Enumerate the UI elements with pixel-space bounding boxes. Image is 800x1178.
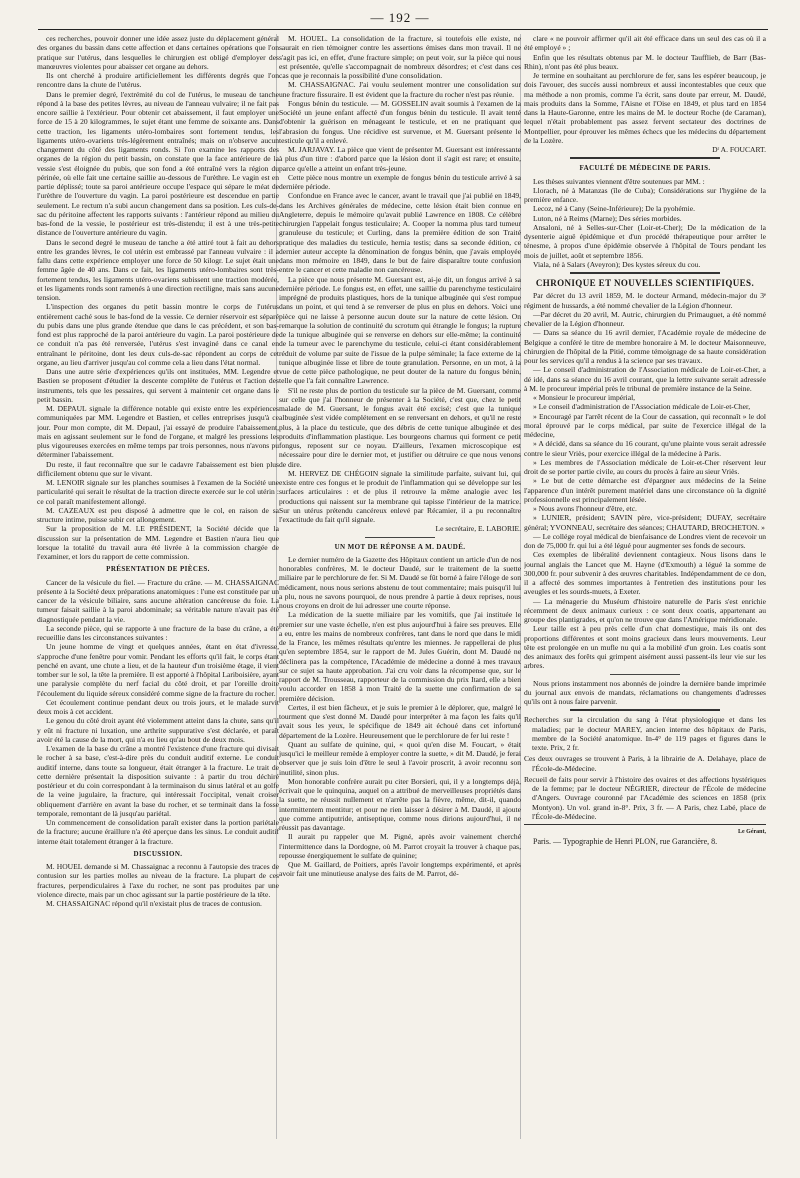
paragraph: » Le conseil d'administration de l'Association médicale de Loir-et-Cher,	[533, 402, 751, 412]
paragraph: S'il ne reste plus de portion du testicule sur la pièce de M. Guersant, comme sur celle que j'ai l'honneur de présenter à la Société, c'est que, chez le petit malade de M. Guersant, le fongus avait été excisé; c'est que la tunique albuginée s'est vidée complétement en se renversant en dehors, et qu'il ne reste plus, à la place du testicule, que des débris de cette tunique albuginée et des produits d'inflammation plastique. Les bourgeons charnus qui forment ce petit fongus, reposent sur ce noyau. D'ailleurs, l'examen microscopique est nécessaire pour dire le dernier mot, et justifier ou détruire ce que nous venons de dire.	[279, 385, 521, 469]
paragraph: » Encouragé par l'arrêt récent de la Cour de cassation, qui reconnaît » le dol moral éprouvé par le corps médical, par suite de l'exercice illégal de la médecine,	[524, 411, 766, 439]
signature: Le secrétaire, E. LABORIE.	[435, 524, 521, 534]
article-body	[524, 291, 766, 670]
paragraph: Un jeune homme de vingt et quelques années, étant en état d'ivresse, s'approche d'une fenêtre pour vomir. Pendant les efforts qu'il fait, le corps étant penché en avant, une chute a lieu, et de la hauteur d'un troisième étage, il vient tomber sur le sol, la tête la première. Il est apporté à l'hôpital Lariboisière, ayant une paralysie complète du nerf facial du côté droit, et par l'oreille droite l'écoulement du liquide séreux considéré comme signe de la fracture du rocher.	[37, 642, 279, 698]
column-middle	[279, 34, 521, 1139]
paragraph: Cette pièce nous montre un exemple de fongus bénin du testicule arrivé à sa dernière période.	[279, 172, 521, 191]
paragraph: Lecoz, né à Cany (Seine-Inférieure); De la pyohémie.	[533, 204, 695, 214]
imprint-label: Le Gérant,	[738, 829, 766, 835]
paragraph: Ils ont cherché à produire artificiellement les différents degrés que l'on rencontre dans la chute de l'utérus.	[37, 71, 279, 90]
paragraph: Que M. Gaillard, de Poitiers, après l'avoir longtemps expérimenté, et après avoir fait une minutieuse analyse des faits de M. Parrot, dé-	[279, 860, 521, 879]
paragraph: M. HOUEL demande si M. Chassaignac a reconnu à l'autopsie des traces de contusion sur les parties molles au niveau de la fracture. La plupart de ces fractures, perpendiculaires à l'axe du rocher, ne sont pas produites par une violence directe, mais par un choc agissant sur la partie postérieure de la tête.	[37, 862, 279, 899]
paragraph: ces recherches, pouvoir donner une idée assez juste du déplacement général des organes du bassin dans cette affection et dans certaines opérations que l'on pratique sur l'utérus, dans lesquelles le chirurgien est obligé d'employer des manœuvres violentes pour abaisser cet organe au dehors.	[37, 34, 279, 71]
paragraph: Ces exemples de libéralité deviennent contagieux. Nous lisons dans le journal anglais the Lancet que M. Hayne (d'Exmouth) a légué la somme de 300,000 fr. pour subvenir à des œuvres charitables. Indépendamment de ce don, il a affecté des sommes importantes à l'entretien des institutions pour les aveugles et les sourds-muets, à Exeter.	[524, 550, 766, 597]
section-heading-faculte: FACULTÉ DE MÉDECINE DE PARIS.	[579, 164, 711, 173]
paragraph: M. CHASSAIGNAC répond qu'il n'existait plus de traces de contusion.	[46, 899, 262, 908]
paragraph: » Les membres de l'Association médicale de Loir-et-Cher réservent leur droit de se porter partie civile, au cours du procès à faire au sieur Vriès.	[524, 457, 766, 476]
paragraph: Dans une autre série d'expériences qu'ils ont instituées, MM. Legendre et Bastien se proposent d'étudier la descente complète de l'utérus et l'action des instruments, tels que les pessaires, qui servent à maintenir cet organe dans le petit bassin.	[37, 367, 279, 404]
paragraph: Quant au sulfate de quinine, qui, « quoi qu'en dise M. Foucart, » était jusqu'ici le meilleur remède à employer contre la suette, » dit M. Daudé, je ferai observer que je suis loin d'être le seul à l'avoir proscrit, à avoir reconnu son inutilité, sinon plus.	[279, 739, 521, 777]
paragraph: » LUNIER, président; SAVIN père, vice-président; DUFAY, secrétaire général; YVONNEAU, secrétaire des séances; CHAUTARD, BROCHETON. »	[524, 513, 766, 532]
paragraph: Sur la proposition de M. LE PRÉSIDENT, la Société décide que la discussion sur la présentation de MM. Legendre et Bastien n'aura lieu que lorsque la totalité du travail aura été livrée à la commission chargée de l'examiner, et lors du rapport de cette commission.	[37, 524, 279, 561]
paragraph: Viala, né à Salars (Aveyron); Des kystes séreux du cou.	[533, 259, 701, 269]
paragraph: Il aurait pu rappeler que M. Pigné, après avoir vainement cherché l'intermittence dans la Dordogne, où M. Parrot croyait la trouver à chaque pas, repousse énergiquement le sulfate de quinine;	[279, 832, 521, 860]
paragraph: Luton, né à Reims (Marne); Des séries morbides.	[533, 213, 682, 223]
paragraph: clare « ne pouvoir affirmer qu'il ait été efficace dans un seul des cas où il a été employé » ;	[524, 34, 766, 53]
paragraph: M. CAZEAUX est peu disposé à admettre que le col, en raison de sa structure intime, puisse subir cet allongement.	[37, 505, 279, 524]
paragraph: Cancer de la vésicule du fiel. — Fracture du crâne. — M. CHASSAIGNAC présente à la Société deux préparations anatomiques : l'une est constituée par un cancer de la vésicule biliaire, sans aucune altération cancéreuse du foie. La tumeur faisait saillie à la paroi abdominale; sa véritable nature n'avait pas été diagnostiquée pendant la vie.	[37, 577, 279, 624]
paragraph: » Le but de cette démarche est d'épargner aux médecins de la Seine l'apparence d'un intérêt purement matériel dans une circonstance où la dignité professionnelle est principalement lésée.	[524, 476, 766, 504]
paragraph: Ansaloni, né à Selles-sur-Cher (Loir-et-Cher); De la médication de la dysenterie aiguë épidémique et d'un procédé thérapeutique pour arrêter le ténesme, à propos d'une épidémie observée à l'hôpital de Tours pendant les mois de juillet, août et septembre 1856.	[524, 222, 766, 260]
paragraph: M. HOUEL. La consolidation de la fracture, si toutefois elle existe, ne saurait en rien témoigner contre les assertions émises dans mon travail. Il ne s'agit pas ici, en effet, d'une fracture simple; on peut voir, sur la pièce qui nous est présentée, qu'elle s'accompagnait de nombreux désordres; et c'est dans ces cas que je reconnais la possibilité d'une consolidation.	[279, 34, 521, 80]
paragraph: Mon honorable confrère aurait pu citer Borsieri, qui, il y a longtemps déjà, écrivait que le quinquina, auquel on a attribué de merveilleuses propriétés dans la suette, ne réussit nullement et n'arrête pas la fièvre, même, dit-il, quando intermittentem mentitur; et pour ne rien laisser à désirer à M. Daudé, il ajoute que comme antiputride, antiseptique, comme nous dirions aujourd'hui, il ne réussit pas davantage.	[279, 776, 521, 832]
paragraph: Certes, il est bien fâcheux, et je suis le premier à le déplorer, que, malgré le tourment que s'est donné M. Daudé pour interpréter à ma façon les faits qu'il avait sous les yeux, le spécifique de 1849 ait échoué dans cet infortuné département de la Lozère. Heureusement que le perchlorure de fer lui reste !	[279, 702, 521, 740]
article-body	[37, 578, 279, 846]
paragraph: — Le conseil d'administration de l'Association médicale de Loir-et-Cher, a dé idé, dans sa séance du 16 avril courant, que la lettre suivante serait adressée à M. le procureur impérial près le tribunal de première instance de la Seine.	[524, 365, 766, 393]
paragraph: —Par décret du 20 avril, M. Autric, chirurgien du Primauguet, a été nommé chevalier de la Légion d'honneur.	[524, 309, 766, 328]
paragraph: Cet écoulement continue pendant deux ou trois jours, et le malade survit deux mois à cet accident.	[37, 697, 279, 716]
article-body	[524, 34, 766, 145]
ornament-divider	[570, 709, 720, 712]
paragraph: Dans le second degré le museau de tanche a été attiré tout à fait au dehors entre les grandes lèvres, le col utérin est embrassé par l'anneau vulvaire : il a fallu dans cette expérience employer une force de 50 kilogr. Le sujet était une femme âgée de 40 ans. Dans ce fait, les ligaments utéro-lombaires sont très-fortement tendus, les ligaments utéro-ovariens subissent une traction modérée, et les ligaments ronds sont ramenés à une direction rectiligne, mais sans aucune tension.	[37, 237, 279, 302]
article-body	[279, 555, 521, 879]
paragraph: La pièce que nous présente M. Guersant est, ai-je dit, un fongus arrivé à sa dernière période. Le fongus est, en effet, une saillie du parenchyme testiculaire imprégné de produits plastiques, hors de la tunique albuginée qui s'est rompue dans un point, et qui tend à se renverser de plus en plus en dehors. Voici une pièce qui ne laisse à personne aucun doute sur la nature de cette lésion. On remarque la solution de continuité du scrotum qui étrangle le fongus; la rupture de la tunique albuginée qui se renverse en dehors sur elle-même; la continuité de la tumeur avec le parenchyme du testicule, celui-ci étant considérablement réduit de volume par suite de l'issue de la pulpe séminale; la face externe de la tunique albuginée lisse et libre de toute granulation. Personne, en un mot, à la vue de cette pièce pathologique, ne peut douter de la nature du fongus bénin, telle que l'a fait connaître Lawrence.	[279, 274, 521, 386]
notice-body	[524, 679, 766, 707]
column-right	[524, 34, 766, 1139]
paragraph: Leur taille est à peu près celle d'un chat domestique, mais ils ont des proportions différentes et sont moins gracieux dans leurs mouvements. Leur tête est prolongée en un mufle nu qui a la mobilité d'un groin. Les coatis sont des animaux des forêts qui grimpent aisément aussi passent-ils leur vie sur les arbres.	[524, 624, 766, 671]
article-body	[524, 177, 766, 270]
ornament-divider	[570, 157, 720, 160]
paragraph: Un commencement de consolidation paraît exister dans la portion pariétale de la fracture; aucune éraillure n'a été aperçue dans les sinus. Le conduit auditif interne était totalement étranger à la fracture.	[37, 818, 279, 846]
section-heading-discussion: DISCUSSION.	[133, 849, 183, 858]
paragraph: M. JARJAVAY. La pièce que vient de présenter M. Guersant est intéressante à plus d'un titre : d'abord parce que la lésion dont il s'agit est rare; et ensuite, parce qu'elle a atteint un enfant très-jeune.	[279, 145, 521, 173]
paragraph: » A décidé, dans sa séance du 16 courant, qu'une plainte vous serait adressée contre le sieur Vriès, pour exercice illégal de la médecine à Paris.	[524, 439, 766, 458]
page-number: — 192 —	[370, 10, 430, 25]
ornament-divider	[365, 537, 435, 539]
paragraph: Recherches sur la circulation du sang à l'état physiologique et dans les maladies; par le docteur MAREY, ancien interne des hôpitaux de Paris, membre de la Société anatomique. In-4° de 119 pages et figures dans le texte. Prix, 2 fr.	[524, 715, 766, 752]
paragraph: — La ménagerie du Muséum d'histoire naturelle de Paris s'est enrichie récemment de deux animaux curieux : ce sont deux coatis, appartenant au groupe des plantigrades, et qu'on ne trouve que dans l'Amérique méridionale.	[524, 596, 766, 624]
paragraph: Les thèses suivantes viennent d'être soutenues par MM. :	[533, 176, 705, 186]
paragraph: Par décret du 13 avril 1859, M. le docteur Armand, médecin-major du 3ᵉ régiment de hussards, a été nommé chevalier de la Légion d'honneur.	[524, 291, 766, 310]
paragraph: L'examen de la base du crâne a montré l'existence d'une fracture qui divisait le rocher à sa base, c'est-à-dire près du conduit auditif externe. Le conduit auditif interne, dans toute sa longueur, était étranger à la fracture. Le trait de cette dernière présentait la disposition suivante : à partir du trou déchiré postérieur et du coin correspondant à la terminaison du sinus latéral et au golfe de la veine jugulaire, la fracture, qui intéressait l'occipital, venait croiser obliquement d'arrière en avant la base du rocher, et se terminait dans la fosse temporale, remontant de là jusqu'au pariétal.	[37, 744, 279, 818]
paragraph: Du reste, il faut reconnaître que sur le cadavre l'abaissement est bien plus difficilement obtenu que sur le vivant.	[37, 459, 279, 478]
paragraph: — Le collége royal médical de bienfaisance de Londres vient de recevoir un don de 75,000 fr. qui lui a été légué pour augmenter ses fonds de secours.	[524, 531, 766, 550]
paragraph: M. LENOIR signale sur les planches soumises à l'examen de la Société une particularité qui serait le résultat de la traction directe exercée sur le col utérin : ce col paraît manifestement allongé.	[37, 478, 279, 506]
paragraph: Fongus bénin du testicule. — M. GOSSELIN avait soumis à l'examen de la Société un jeune enfant affecté d'un fongus bénin du testicule. Il avait tenté d'obtenir la guérison en ménageant le testicule, et en ne pratiquant que l'abrasion du fongus. Une récidive est survenue, et M. Guersant présente le testicule qu'il a enlevé.	[279, 98, 521, 145]
paragraph: — Dans sa séance du 16 avril dernier, l'Académie royale de médecine de Belgique a conféré le titre de membre honoraire à M. le docteur Maisonneuve, chirurgien de l'hôpital de la Pitié, comme témoignage de sa haute considération pour les services qu'il a rendus à la science par ses travaux.	[524, 328, 766, 365]
header-rule	[38, 29, 768, 30]
paragraph: Llorach, né à Matanzas (île de Cuba); Considérations sur l'hygiène de la première enfance.	[524, 185, 766, 204]
paragraph: M. CHASSAIGNAC. J'ai voulu seulement montrer une consolidation sur une fracture fissuraire. Il est évident que la fracture du rocher n'est pas réunie.	[279, 80, 521, 99]
signature: Dʳ A. FOUCART.	[712, 145, 766, 154]
paragraph: Recueil de faits pour servir à l'histoire des ovaires et des affections hystériques de la femme; par le docteur NÉGRIER, directeur de l'École de médecine d'Angers. Ouvrage couronné par l'Académie des sciences en 1858 (prix Montyon). Un vol. grand in-8°. Prix, 3 fr. — A Paris, chez Labé, place de l'École-de-Médecine.	[524, 774, 766, 821]
section-heading-presentation: PRÉSENTATION DE PIÈCES.	[106, 565, 210, 574]
paragraph: Dans le premier degré, l'extrémité du col de l'utérus, le museau de tanche répond à la base des petites lèvres, au niveau de l'anneau vulvaire; il ne fait pas encore saillie à l'extérieur. Pour obtenir cet abaissement, il faut employer une force de 15 à 20 kilogrammes, le sujet étant une femme de soixante ans. Dans cette traction, les ligaments utéro-lombaires sont fortement tendus, les ligaments utéro-ovariens très-légèrement entraînés; mais on n'observe aucun changement du côté des ligaments ronds. Si l'on examine les rapports des organes de la région du petit bassin, on constate que la face antérieure de la vessie s'est éloignée du pubis, que son fond a été entraîné vers la région du périnée, où elle fait une certaine saillie au-dessous de l'urèthre. Le vagin est en partie déplissé; toute sa paroi antérieure occupe l'espace qui sépare le méat de l'urèthre de l'ouverture du vagin. La paroi postérieure est descendue en partie seulement. Le rectum n'a subi aucun changement dans sa position. Les culs-de-sac du péritoine affectent les rapports suivants : l'antérieur répond au milieu du bas-fond de la vessie, le postérieur est très-distendu; il est à une très-petite distance de l'ouverture antérieure du vagin.	[37, 89, 279, 238]
section-heading-reponse: UN MOT DE RÉPONSE A M. DAUDÉ.	[334, 542, 466, 551]
paragraph: L'inspection des organes du petit bassin montre le corps de l'utérus entièrement caché sous le bas-fond de la vessie. Ce dernier réservoir est séparé du pubis dans une plus grande étendue que dans le cas précédent, et son bas-fond est plus rapproché de la paroi antérieure du vagin. La paroi postérieure de ce conduit n'a pas été renversée, l'utérus s'est invaginé dans ce canal en entraînant le péritoine, dont les deux culs-de-sac répondent au corps de cet organe, au lieu d'arriver jusqu'au col comme cela a lieu dans l'état normal.	[37, 302, 279, 367]
paragraph: « Monsieur le procureur impérial,	[533, 393, 636, 402]
paragraph: Nous prions instamment nos abonnés de joindre la dernière bande imprimée du journal aux envois de mandats, réclamations ou changements d'adresses qu'ils ont à nous faire parvenir.	[524, 678, 766, 706]
article-body	[37, 34, 279, 561]
column-left	[37, 34, 279, 1139]
paragraph: » Nous avons l'honneur d'être, etc.	[533, 504, 637, 513]
paragraph: Le dernier numéro de la Gazette des Hôpitaux contient un article d'un de nos honorables confrères, M. le docteur Daudé, sur le traitement de la suette miliaire par le perchlorure de fer. Si M. Daudé se fût borné à faire l'éloge de son médicament, nous nous serions abstenu de tout commentaire; mais puisqu'il lui a plu, nous ne savons pourquoi, de nous prendre à partie à deux reprises, nous nous croyons en droit de lui adresser une courte réponse.	[279, 554, 521, 610]
bibliography	[524, 715, 766, 821]
paragraph: Le genou du côté droit ayant été violemment atteint dans la chute, sans qu'il y eût ni fracture ni luxation, une arthrite suppurative s'est déclarée, et paraît avoir été la cause de la mort, qui n'a eu lieu qu'au bout de deux mois.	[37, 716, 279, 744]
paragraph: Enfin que les résultats obtenus par M. le docteur Taufflieb, de Barr (Bas-Rhin), n'ont pas été plus beaux.	[524, 52, 766, 71]
paragraph: M. DEPAUL signale la différence notable qui existe entre les expériences communiquées par MM. Legendre et Bastien, et celles entreprises jusqu'à ce jour. Pour mon compte, dit M. Depaul, j'ai essayé de produire l'abaissement, mais en agissant seulement sur le fond de l'organe, et malgré les pressions les plus vigoureuses exercées en même temps par trois personnes, nous n'avons pu déterminer l'abaissement.	[37, 404, 279, 460]
article-body	[37, 862, 279, 908]
paragraph: Confondue en France avec le cancer, avant le travail que j'ai publié en 1849, dans les Archives générales de médecine, cette lésion était bien connue en Angleterre, depuis le mémoire qu'avait publié Lawrence en 1808. Ce célèbre chirurgien l'appelait fongus testiculaire; A. Cooper la nomma plus tard tumeur granuleuse du testicule; et Curling, dans la première édition de son Traité pratique des maladies du testicule, hernia testis; dans sa seconde édition, ce dernier auteur accepte la dénomination de fongus bénin, que j'avais employée dans mon mémoire en 1849, dans le but de faire disparaître toute confusion entre le cancer et cette maladie non cancéreuse.	[279, 191, 521, 275]
article-body	[279, 34, 521, 524]
section-heading-chronique: CHRONIQUE ET NOUVELLES SCIENTIFIQUES.	[535, 278, 755, 288]
paragraph: La seconde pièce, qui se rapporte à une fracture de la base du crâne, a été recueillie dans les circonstances suivantes :	[37, 623, 279, 642]
paragraph: La médication de la suette miliaire par les vomitifs, que j'ai instituée le premier sur une vaste échelle, n'en est plus aujourd'hui à faire ses preuves. Elle a eu, entre les mains de nombreux confrères, tant dans le nord que dans le midi de la France, les mêmes résultats qu'entre les miennes. Je rappellerai de plus qu'en septembre 1854, sur le rapport de M. Jules Guérin, dont M. Daudé ne déclinera pas la compétence, l'Académie de médecine a donné à mes travaux sur ce sujet sa haute approbation. J'ai cru voir dans la récompense que, sur le rapport de M. Trousseau, rapporteur de la commission du prix Itard, elle a bien voulu accorder en 1858 à mon Traité de la suette une confirmation de sa première décision.	[279, 610, 521, 703]
paragraph: Ces deux ouvrages se trouvent à Paris, à la librairie de A. Delahaye, place de l'École-de-Médecine.	[524, 754, 766, 773]
ornament-divider	[610, 674, 680, 676]
paragraph: M. HERVEZ DE CHÉGOIN signale la similitude parfaite, suivant lui, qui existe entre ces fongus et le produit de l'inflammation qui se développe sur les surfaces articulaires : et de plus il retrouve la même analogie avec les productions qui naissent sur la membrane qui tapisse l'intérieur de la matrice. Sur un utérus prétendu cancéreux enlevé par Récamier, il a pu reconnaître l'exactitude du fait qu'il signale.	[279, 468, 521, 524]
imprint: Paris. — Typographie de Henri PLON, rue Garancière, 8.	[533, 837, 718, 847]
paragraph: Je termine en souhaitant au perchlorure de fer, sans les espérer beaucoup, je dois l'avouer, des succès aussi nombreux et aussi incontestables que ceux que ma méthode a non promis, comme l'a écrit, sans doute par erreur, M. Daudé, mais produits dans la Somme, l'Aisne et l'Oise en 1849, et plus tard en 1854 dans la Haute-Garonne, entre les mains de M. le docteur Roche (de Caraman), lequel n'était probablement pas assez fervent sectateur des doctrines de Montpellier, pour éprouver les mêmes échecs que les médecins du département de la Lozère.	[524, 71, 766, 145]
ornament-divider	[570, 272, 720, 275]
imprint-rule	[524, 824, 766, 825]
